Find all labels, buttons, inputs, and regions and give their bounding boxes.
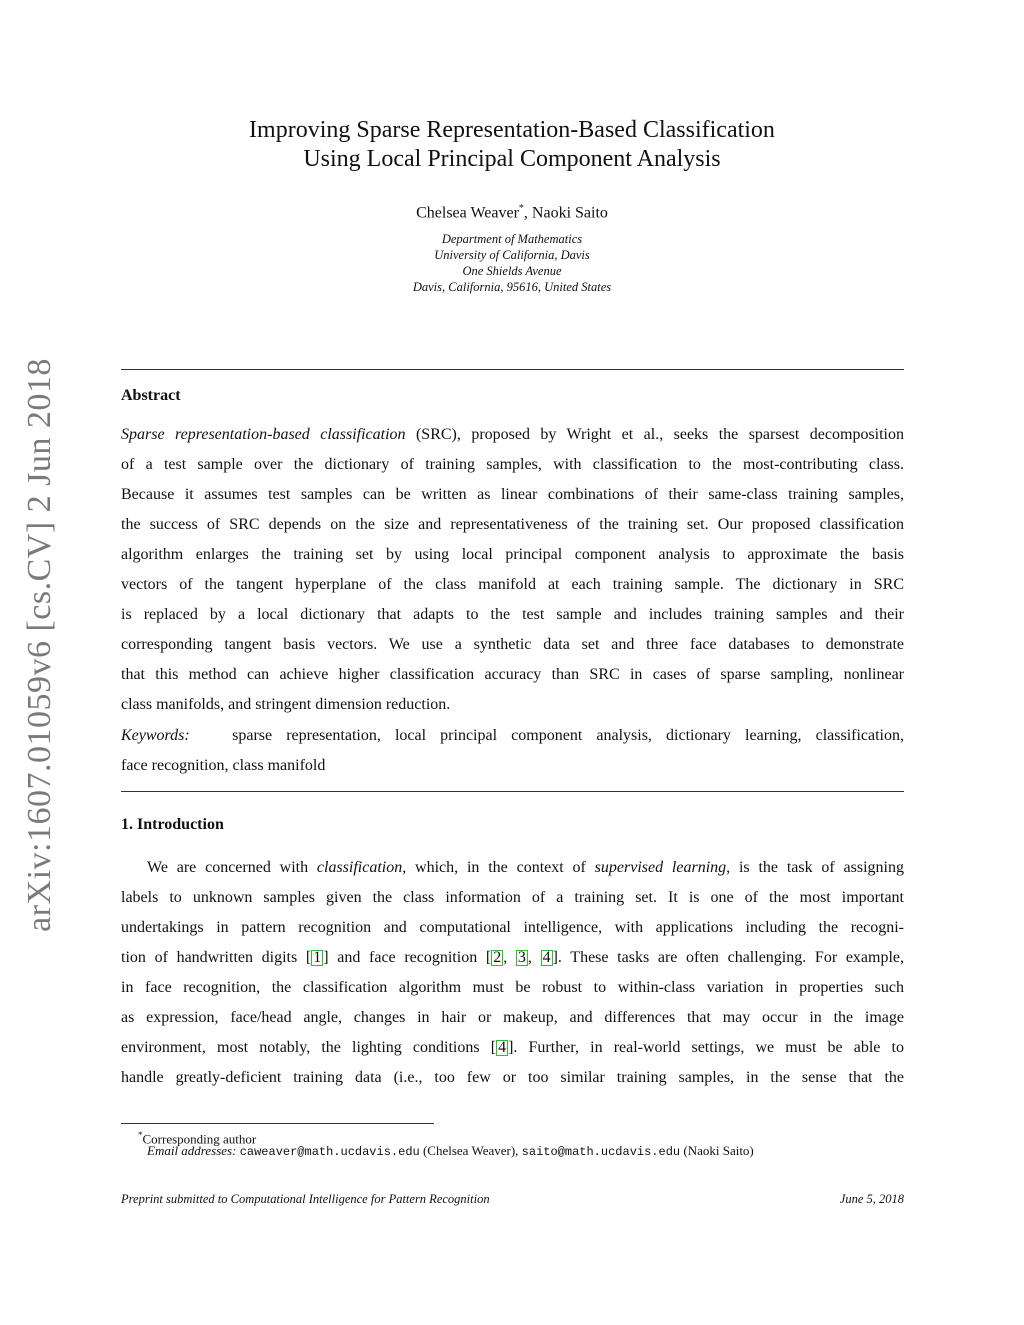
title-line-2: Using Local Principal Component Analysis	[303, 146, 721, 172]
abstract-heading: Abstract	[121, 387, 181, 404]
abstract-line: class manifolds, and stringent dimension reduction.	[121, 696, 451, 713]
src-term: Sparse representation-based classification	[121, 426, 406, 443]
intro-line: in face recognition, the classification algorithm must be robust to within-class variation in properties such	[121, 979, 904, 996]
footnote-rule	[121, 1123, 434, 1124]
abstract-line: corresponding tangent basis vectors. We use a synthetic data set and three face databases to demonstrate	[121, 636, 904, 653]
intro-text: , which, in the context of	[402, 859, 595, 876]
intro-line	[121, 853, 904, 883]
paper-title	[0, 116, 1024, 174]
keywords-text: sparse representation, local principal component analysis, dictionary learning, classification,	[232, 727, 905, 744]
keywords-line	[121, 721, 904, 751]
footer-date: June 5, 2018	[839, 1192, 904, 1206]
abstract-line	[121, 420, 904, 450]
abstract-line: is replaced by a local dictionary that adapts to the test sample and includes training samples and their	[121, 606, 904, 623]
abstract-line: vectors of the tangent hyperplane of the class manifold at each training sample. The dictionary in SRC	[121, 576, 904, 593]
citation-link[interactable]: 4	[542, 949, 551, 966]
email-name: (Naoki Saito)	[680, 1143, 754, 1158]
footnote-mark: *	[138, 1130, 143, 1140]
footnote-emails	[147, 1143, 754, 1160]
intro-line: undertakings in pattern recognition and computational intelligence, with applications including the recogni-	[121, 919, 904, 936]
author-2: Naoki Saito	[531, 204, 608, 222]
intro-line: tion of handwritten digits [ 1 ] and face recognition [ 2 , 3 , 4 ]. These tasks are often challenging. For example,	[121, 949, 905, 966]
abstract-line: the success of SRC depends on the size and representativeness of the training set. Our proposed classification	[121, 516, 904, 533]
section-heading-introduction: 1. Introduction	[121, 816, 224, 833]
affiliation-line: Department of Mathematics	[441, 232, 583, 246]
intro-line: as expression, face/head angle, changes in hair or makeup, and differences that may occur in the image	[121, 1009, 904, 1026]
citation-link[interactable]: 4	[498, 1039, 507, 1056]
intro-line: labels to unknown samples given the class information of a training set. It is one of the most important	[121, 889, 904, 906]
intro-line: handle greatly-deficient training data (i.e., too few or too similar training samples, in the sense that the	[121, 1069, 904, 1086]
arxiv-stamp: arXiv:1607.01059v6 [cs.CV] 2 Jun 2018	[21, 358, 58, 932]
author-separator: ,	[523, 204, 532, 222]
intro-text: . Further, in real-world settings, we must be able to	[513, 1039, 904, 1056]
title-line-1: Improving Sparse Representation-Based Classification	[249, 117, 775, 143]
citation-link[interactable]: 2	[493, 949, 502, 966]
abstract-line: that this method can achieve higher classification accuracy than SRC in cases of sparse sampling, nonlinear	[121, 666, 904, 683]
affiliation-line: One Shields Avenue	[462, 264, 562, 278]
intro-text: tion of handwritten digits	[121, 949, 306, 966]
abstract-bottom-rule	[121, 791, 904, 792]
abstract-line: algorithm enlarges the training set by using local principal component analysis to approximate the basis	[121, 546, 904, 563]
intro-text: and face recognition	[328, 949, 486, 966]
citation-link[interactable]: 3	[517, 949, 526, 966]
term-classification: classification	[316, 859, 403, 876]
footer-preprint-note: Preprint submitted to Computational Intelligence for Pattern Recognition	[121, 1192, 490, 1206]
email-link-weaver[interactable]: caweaver@math.ucdavis.edu	[239, 1145, 420, 1159]
abstract-line: Because it assumes test samples can be written as linear combinations of their same-class training samples,	[121, 486, 904, 503]
citation-link[interactable]: 1	[313, 949, 322, 966]
keywords-label: Keywords:	[121, 727, 190, 744]
introduction-body	[121, 853, 904, 1093]
keywords-line: face recognition, class manifold	[121, 757, 326, 774]
email-label: Email addresses:	[147, 1143, 237, 1158]
affiliation-line: Davis, California, 95616, United States	[412, 280, 612, 294]
abstract-body	[121, 420, 904, 781]
affiliation-line: University of California, Davis	[434, 248, 590, 262]
intro-text: We are concerned with	[147, 859, 317, 876]
abstract-text: (SRC), proposed by Wright et al., seeks the sparsest decomposition	[405, 426, 905, 443]
intro-text: environment, most notably, the lighting conditions	[121, 1039, 491, 1056]
author-1-mark: *	[518, 203, 524, 214]
intro-text: . These tasks are often challenging. For example,	[557, 949, 905, 966]
abstract-line: of a test sample over the dictionary of training samples, with classification to the most-contributing class.	[121, 456, 904, 473]
email-name: (Chelsea Weaver),	[419, 1143, 522, 1158]
email-link-saito[interactable]: saito@math.ucdavis.edu	[521, 1145, 681, 1159]
author-list	[0, 203, 1024, 222]
intro-text: , is the task of assigning	[726, 859, 904, 876]
intro-line: environment, most notably, the lighting conditions [ 4 ]. Further, in real-world settings, we must be able to	[121, 1039, 904, 1056]
affiliation	[0, 231, 1024, 295]
author-1: Chelsea Weaver	[416, 204, 519, 222]
abstract-top-rule	[121, 369, 904, 370]
footnote-corresponding-text: Corresponding author	[142, 1131, 257, 1147]
term-supervised-learning: supervised learning	[594, 859, 727, 876]
